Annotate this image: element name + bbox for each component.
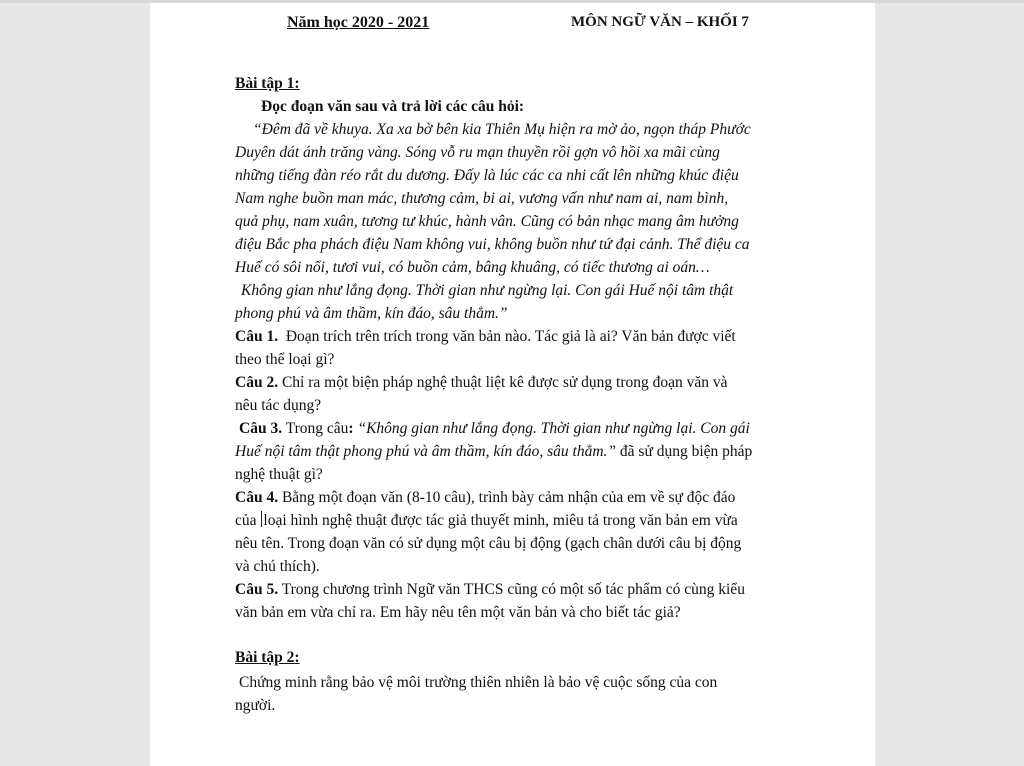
passage-line: Nam nghe buồn man mác, thương cảm, bi ai, vương vấn như nam ai, nam bình,: [235, 190, 729, 207]
passage-line: những tiếng đàn réo rắt du dương. Đấy là lúc các ca nhi cất lên những khúc điệu: [235, 167, 739, 184]
question-2-label: Câu 2.: [235, 374, 279, 391]
question-3-label: Câu 3.: [239, 420, 283, 437]
question-1-text: theo thể loại gì?: [235, 351, 335, 368]
question-4-text: loại hình nghệ thuật được tác giả thuyết minh, miêu tả trong văn bản em vừa: [263, 512, 738, 529]
question-3-quote: “Không gian như lắng đọng. Thời gian như ngừng lại. Con gái: [357, 420, 750, 437]
passage-line: quả phụ, nam xuân, tương tư khúc, hành vân. Cũng có bản nhạc mang âm hưởng: [235, 213, 739, 230]
passage-line: Huế có sôi nổi, tươi vui, có buồn cảm, bâng khuâng, có tiếc thương ai oán…: [235, 259, 710, 276]
passage: [235, 118, 790, 325]
document-header: [235, 11, 795, 35]
exercise-2-text: Chứng minh rằng bảo vệ môi trường thiên nhiên là bảo vệ cuộc sống của con: [239, 674, 718, 691]
question-3-text: nghệ thuật gì?: [235, 466, 323, 483]
passage-line: Duyên dát ánh trăng vàng. Sóng vỗ ru mạn thuyền rồi gợn vô hồi xa mãi cùng: [235, 144, 720, 161]
question-3-text: đã sử dụng biện pháp: [616, 443, 753, 460]
question-1: [235, 325, 790, 371]
question-5-text: văn bản em vừa chỉ ra. Em hãy nêu tên một văn bản và cho biết tác giả?: [235, 604, 681, 621]
question-2-text: Chỉ ra một biện pháp nghệ thuật liệt kê được sử dụng trong đoạn văn và: [281, 374, 728, 391]
passage-line: phong phú và âm thầm, kín đáo, sâu thẳm.”: [235, 305, 508, 322]
question-4-text: nêu tên. Trong đoạn văn có sử dụng một câu bị động (gạch chân dưới câu bị động: [235, 535, 742, 552]
question-3-intro: Trong câu: [285, 420, 349, 437]
question-5-text: Trong chương trình Ngữ văn THCS cũng có một số tác phẩm có cùng kiểu: [281, 581, 745, 598]
exercise-1-heading: Bài tập 1:: [235, 75, 300, 92]
exercise-2-heading: Bài tập 2:: [235, 649, 300, 666]
exercise-1-instruction: Đọc đoạn văn sau và trả lời các câu hỏi:: [261, 98, 525, 115]
question-4-text: và chú thích).: [235, 558, 320, 575]
question-3-quote: Huế nội tâm thật phong phú và âm thầm, kín đáo, sâu thẳm.”: [235, 443, 617, 460]
question-3-colon: :: [348, 420, 358, 437]
question-2-text: nêu tác dụng?: [235, 397, 322, 414]
question-3: [235, 417, 790, 486]
question-1-label: Câu 1.: [235, 328, 279, 345]
passage-line: “Đêm đã về khuya. Xa xa bờ bên kia Thiên Mụ hiện ra mờ ảo, ngọn tháp Phước: [253, 121, 751, 138]
question-4-text: của: [235, 512, 257, 529]
question-4: [235, 486, 790, 578]
school-year: Năm học 2020 - 2021: [287, 14, 430, 31]
exercise-2-text: người.: [235, 697, 276, 714]
question-5-label: Câu 5.: [235, 581, 279, 598]
exercise-1: [235, 72, 790, 624]
question-4-label: Câu 4.: [235, 489, 279, 506]
question-5: [235, 578, 790, 624]
document-page: [150, 3, 875, 766]
subject-title: MÔN NGỮ VĂN – KHỐI 7: [571, 14, 749, 30]
question-2: [235, 371, 790, 417]
passage-line: điệu Bắc pha phách điệu Nam không vui, không buồn như tứ đại cảnh. Thể điệu ca: [235, 236, 750, 253]
exercise-2: [235, 646, 790, 717]
passage-line: Không gian như lắng đọng. Thời gian như ngừng lại. Con gái Huế nội tâm thật: [241, 282, 734, 299]
question-4-text: Bằng một đoạn văn (8-10 câu), trình bày cảm nhận của em về sự độc đáo: [281, 489, 736, 506]
question-1-text: Đoạn trích trên trích trong văn bản nào. Tác giả là ai? Văn bản được viết: [285, 328, 736, 345]
